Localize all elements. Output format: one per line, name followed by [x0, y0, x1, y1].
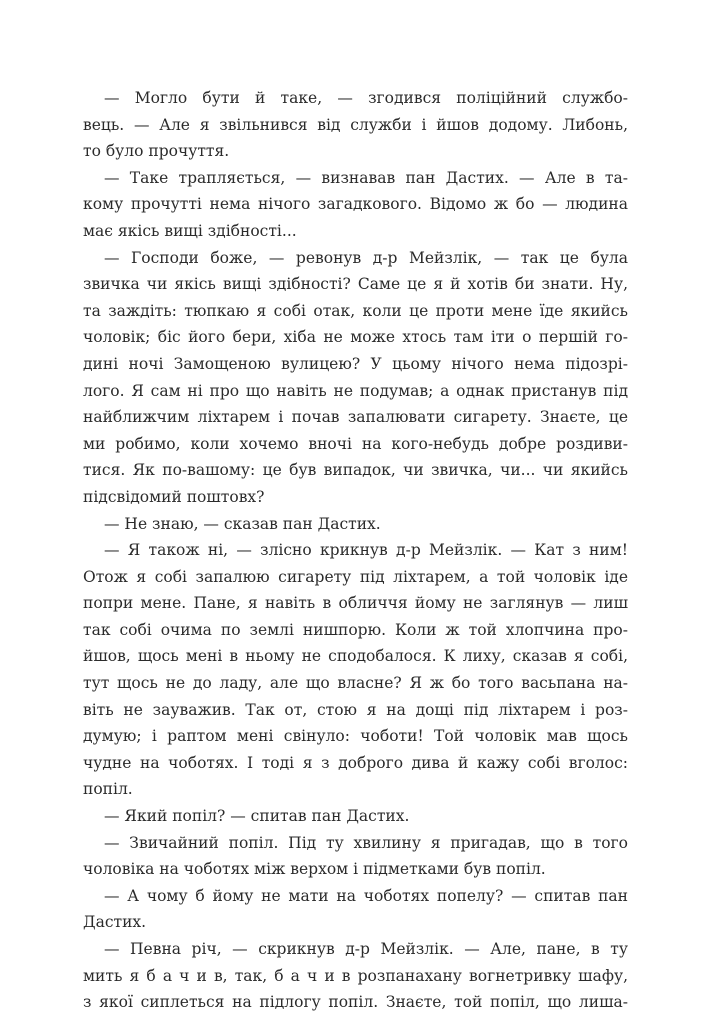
- text-line: чоловік; біс його бери, хіба не може хтось там іти о першій го-: [83, 328, 628, 347]
- text-line: з якої сиплеться на підлогу попіл. Знаєте, той попіл, що лиша-: [83, 993, 628, 1012]
- text-line: попіл.: [83, 780, 133, 799]
- text-line: віть не зауважив. Так от, стою я на дощі під ліхтарем і роз-: [83, 700, 628, 719]
- text-line: думую; і раптом мені свінуло: чоботи! Той чоловік мав щось: [83, 727, 628, 746]
- body-text: [83, 85, 628, 1016]
- text-line: — Таке трапляється, — визнавав пан Дастих. — Але в та-: [104, 168, 628, 187]
- text-line: мить я б а ч и в, так, б а ч и в розпанахану вогнетривку шафу,: [83, 966, 628, 985]
- text-line: чудне на чоботях. І тоді я з доброго дива й кажу собі вголос:: [83, 753, 628, 772]
- text-line: звичка чи якісь вищі здібності? Саме це я й хотів би знати. Ну,: [83, 275, 628, 294]
- text-line: вець. — Але я звільнився від служби і йшов додому. Либонь,: [83, 115, 628, 134]
- text-line: тися. Як по-вашому: це був випадок, чи звичка, чи... чи якийсь: [83, 461, 628, 480]
- text-line: ми робимо, коли хочемо вночі на кого-небудь добре роздиви-: [83, 434, 628, 453]
- text-line: лого. Я сам ні про що навіть не подумав; а однак пристанув під: [83, 381, 628, 400]
- text-line: чоловіка на чоботях між верхом і підметками був попіл.: [83, 860, 546, 879]
- text-line: — А чому б йому не мати на чоботях попелу? — спитав пан: [104, 886, 628, 905]
- text-line: та заждіть: тюпкаю я собі отак, коли це проти мене їде якийсь: [83, 301, 628, 320]
- text-line: має якісь вищі здібності...: [83, 221, 297, 240]
- text-line: то було прочуття.: [83, 142, 230, 161]
- text-line: — Я також ні, — злісно крикнув д-р Мейзлік. — Кат з ним!: [104, 541, 628, 560]
- text-line: кому прочутті нема нічого загадкового. Відомо ж бо — людина: [83, 195, 628, 214]
- text-line: — Могло бути й таке, — згодився поліційний службо-: [104, 89, 628, 107]
- text-line: — Не знаю, — сказав пан Дастих.: [104, 514, 381, 533]
- text-line: йшов, щось мені в ньому не сподобалося. К лиху, сказав я собі,: [83, 647, 628, 666]
- text-line: дині ночі Замощеною вулицею? У цьому нічого нема підозрі-: [83, 354, 628, 373]
- text-line: — Звичайний попіл. Під ту хвилину я пригадав, що в того: [104, 833, 628, 852]
- text-line: — Який попіл? — спитав пан Дастих.: [104, 807, 410, 826]
- text-line: — Певна річ, — скрикнув д-р Мейзлік. — Але, пане, в ту: [104, 940, 628, 958]
- text-line: Дастих.: [83, 913, 147, 932]
- text-line: так собі очима по землі нишпорю. Коли ж той хлопчина про-: [83, 620, 628, 639]
- text-line: Отож я собі запалюю сигарету під ліхтарем, а той чоловік іде: [83, 567, 628, 586]
- text-line: підсвідомий поштовх?: [83, 487, 265, 506]
- text-line: тут щось не до ладу, але що власне? Я ж бо того васьпана на-: [83, 674, 628, 693]
- text-line: попри мене. Пане, я навіть в обличчя йому не заглянув — лиш: [83, 594, 628, 613]
- text-line: — Господи боже, — ревонув д-р Мейзлік, — так це була: [104, 248, 628, 267]
- text-line: найближчим ліхтарем і почав запалювати сигарету. Знаєте, це: [83, 408, 628, 427]
